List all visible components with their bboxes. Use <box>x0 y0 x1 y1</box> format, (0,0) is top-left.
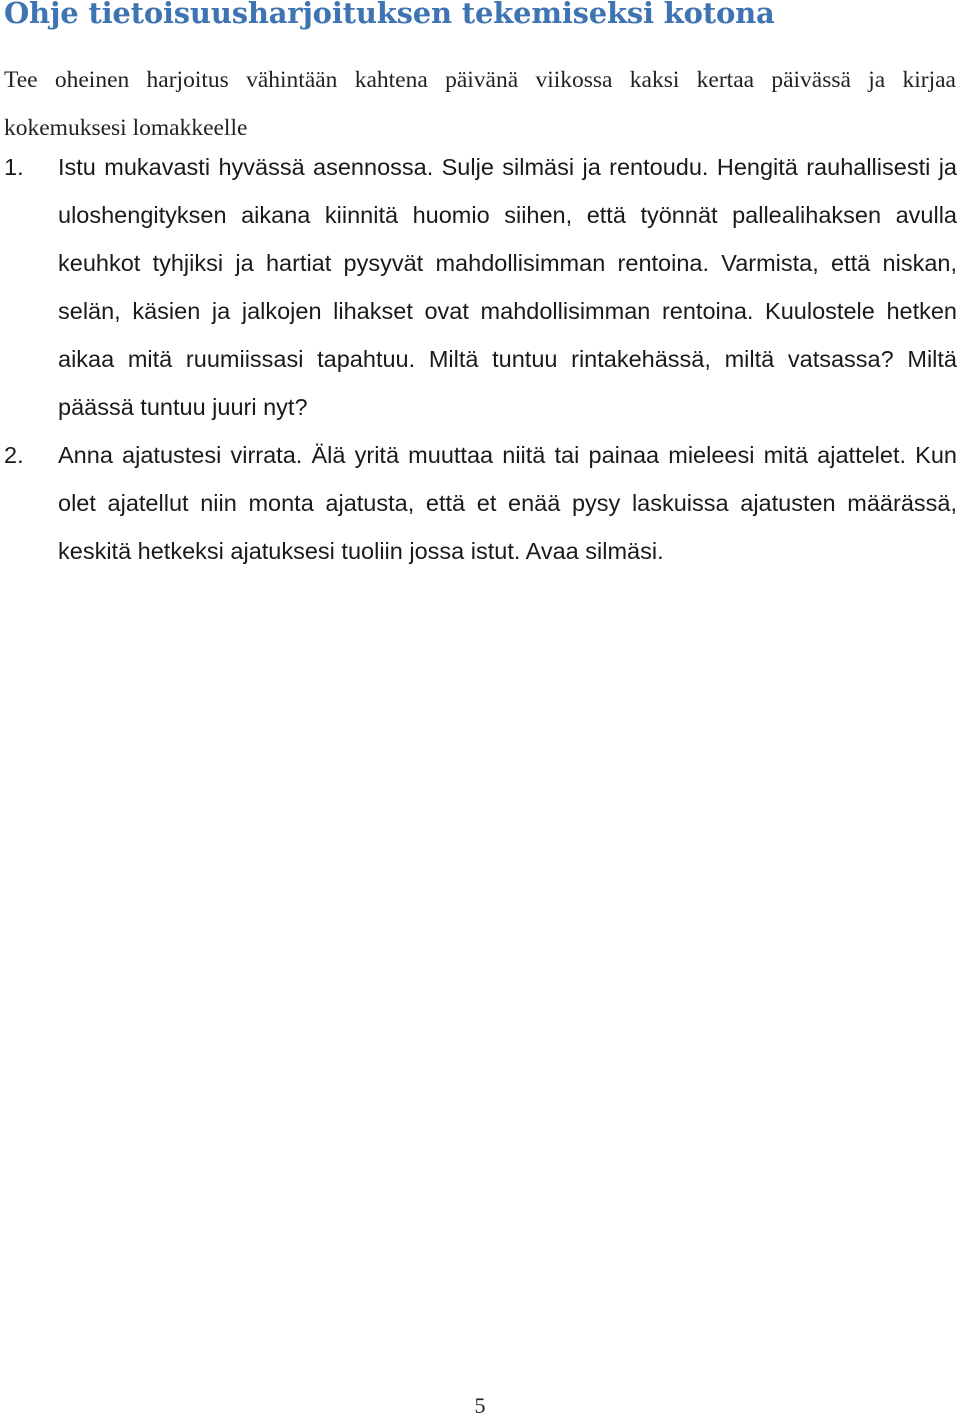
list-item-number: 2. <box>4 442 24 468</box>
list-item <box>0 143 960 431</box>
page-number: 5 <box>474 1393 486 1418</box>
list-item-number: 1. <box>4 154 24 180</box>
instruction-list <box>0 143 960 575</box>
list-item-text: Istu mukavasti hyvässä asennossa. Sulje silmäsi ja rentoudu. Hengitä rauhallisesti ja uloshengityksen aikana kiinnitä huomio siihen, että työnnät pallealihaksen avulla keuhkot tyhjiksi ja hartiat pysyvät mahdollisimman rentoina. Varmista, että niskan, selän, käsien ja jalkojen lihakset ovat mahdollisimman rentoina. Kuulostele hetken aikaa mitä ruumiissasi tapahtuu. Miltä tuntuu rintakehässä, miltä vatsassa? Miltä päässä tuntuu juuri nyt? <box>58 154 957 420</box>
page-title: Ohje tietoisuusharjoituksen tekemiseksi kotona <box>4 0 775 30</box>
intro-paragraph: Tee oheinen harjoitus vähintään kahtena päivänä viikossa kaksi kertaa päivässä ja kirjaa kokemuksesi lomakkeelle <box>4 67 956 141</box>
list-item <box>0 431 960 575</box>
list-item-text: Anna ajatustesi virrata. Älä yritä muuttaa niitä tai painaa mieleesi mitä ajattelet. Kun olet ajatellut niin monta ajatusta, että et enää pysy laskuissa ajatusten määrässä, keskitä hetkeksi ajatuksesi tuoliin jossa istut. Avaa silmäsi. <box>58 442 957 564</box>
